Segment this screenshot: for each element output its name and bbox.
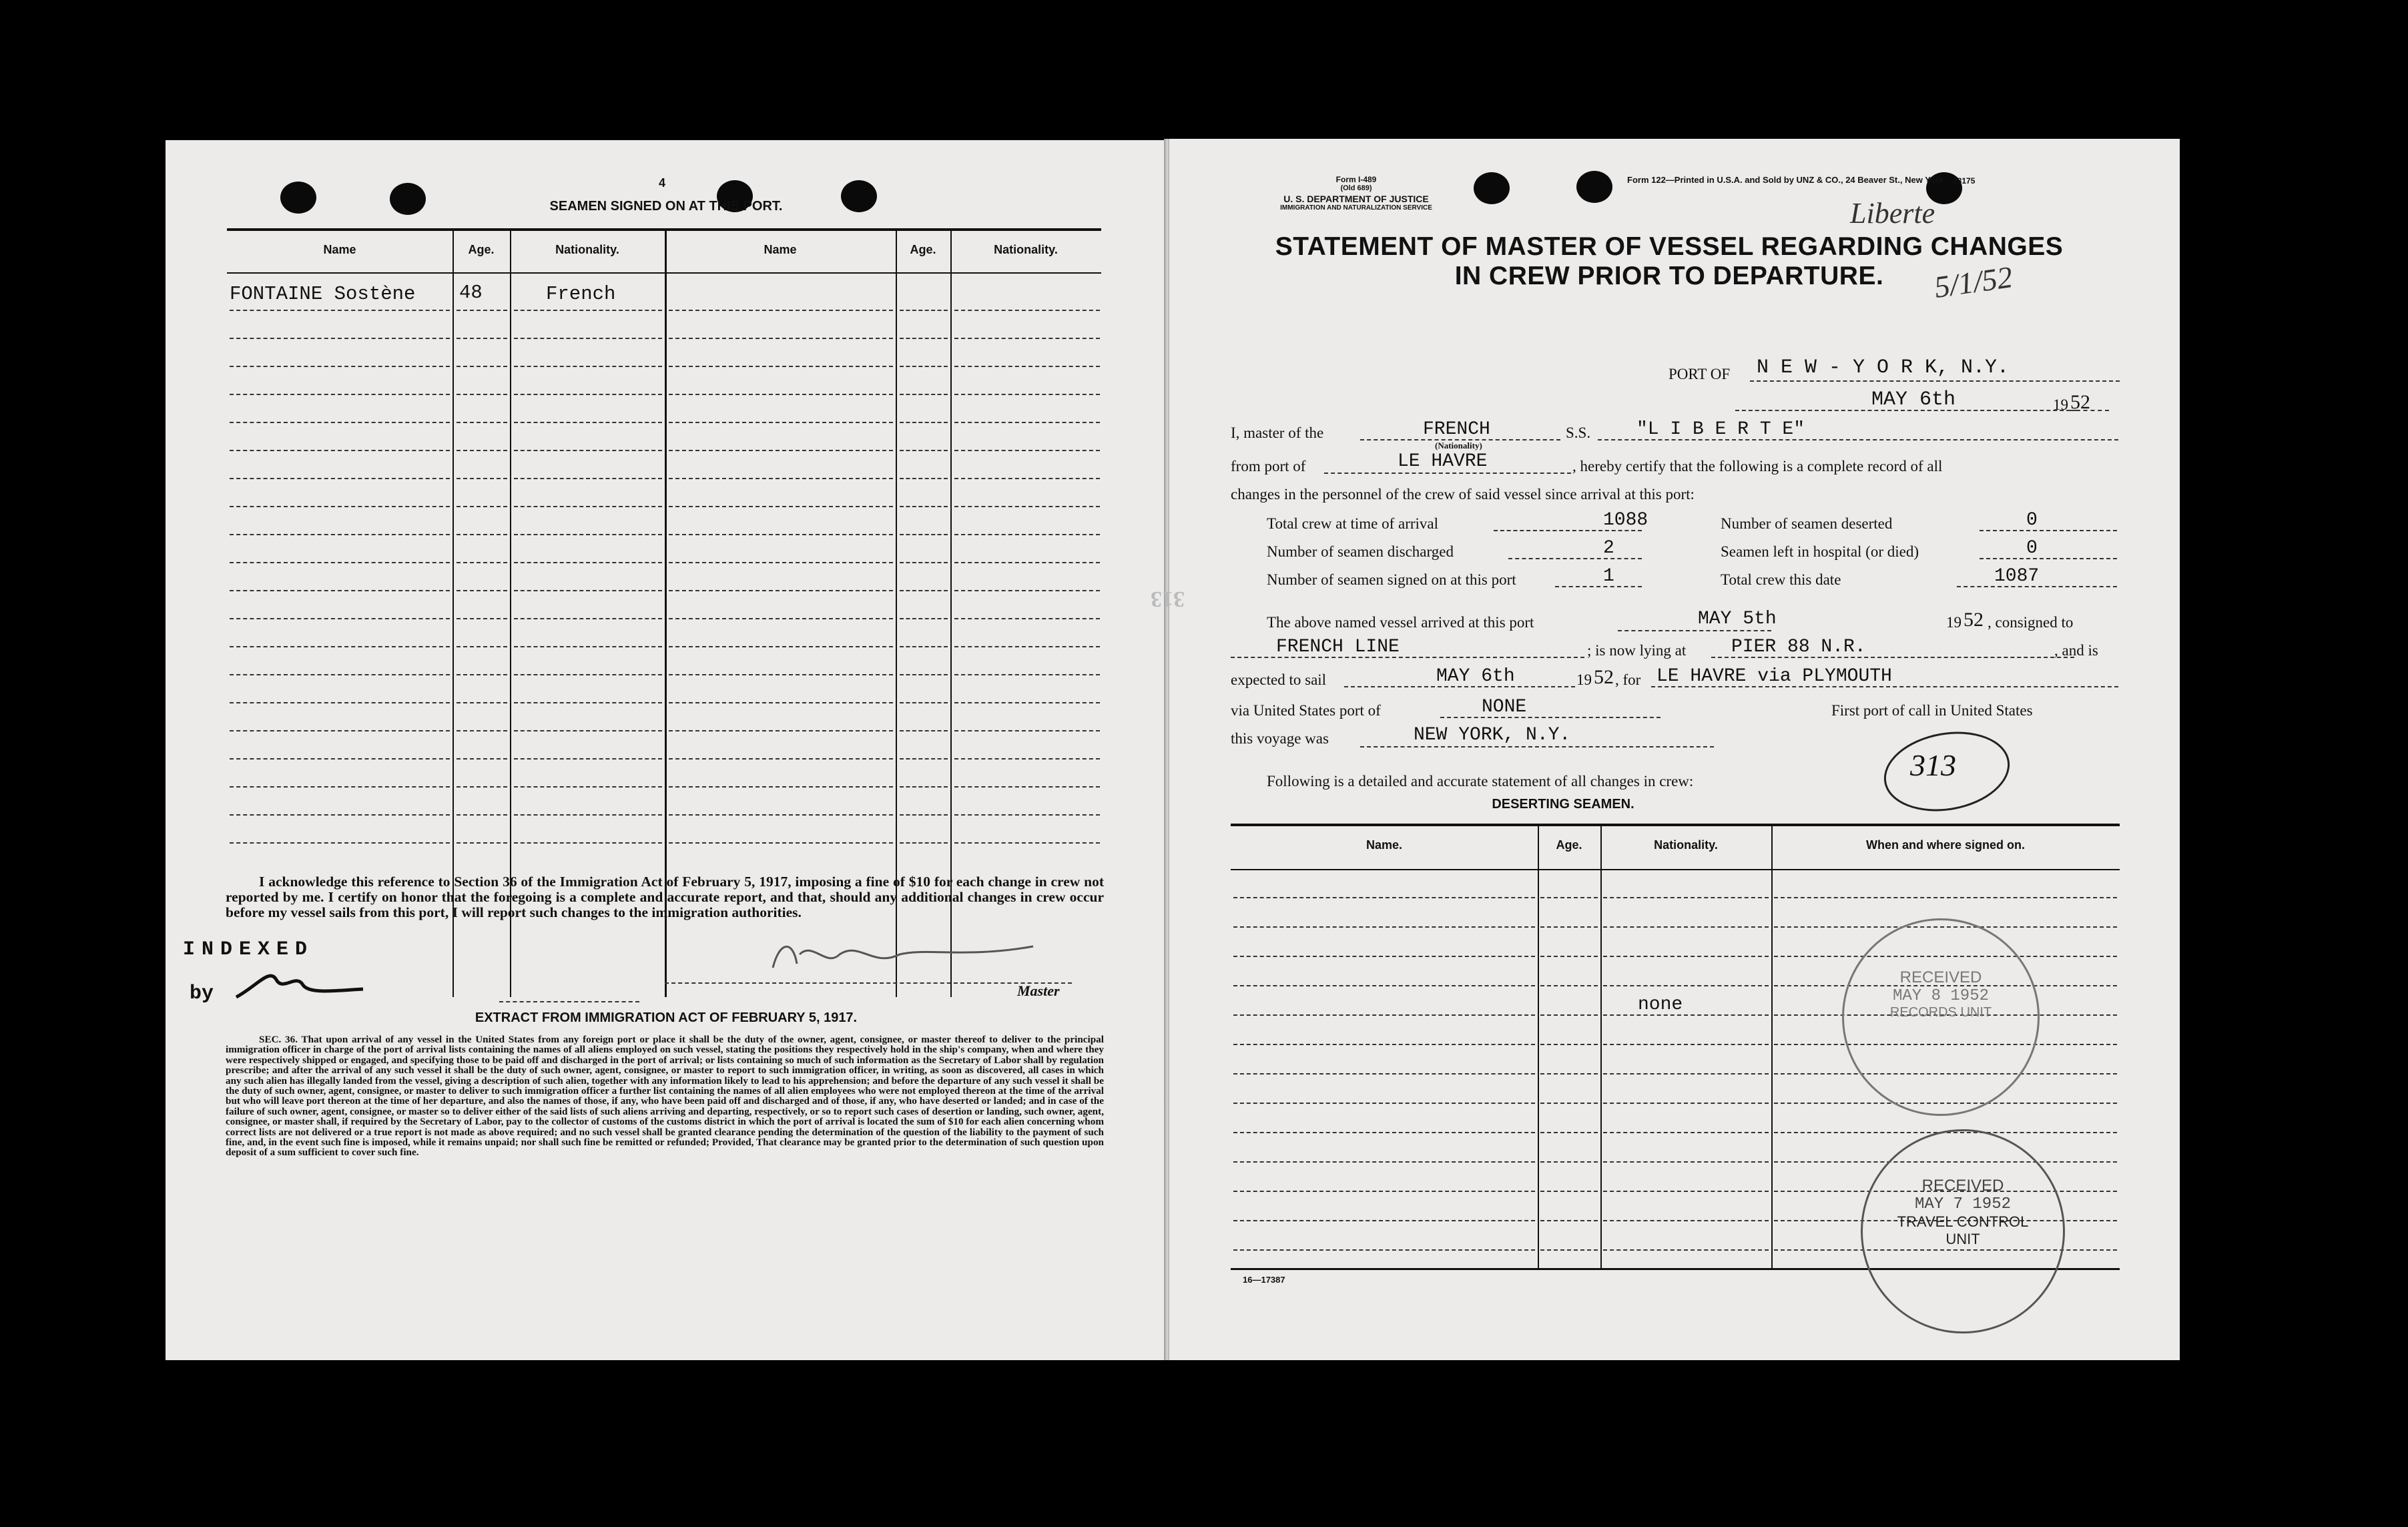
row-rule bbox=[1233, 1220, 1535, 1221]
row-rule bbox=[669, 310, 893, 311]
row-rule bbox=[1540, 1132, 1598, 1133]
row-rule bbox=[954, 394, 1100, 395]
row-rule bbox=[230, 394, 450, 395]
extract-text: SEC. 36. That upon arrival of any vessel in the United States from any foreign port or place it shall be the duty of the owner, agent, consignee, or master thereof to deliver to the principal immigration officer in charge of the port of arrival lists containing the names of all aliens employed on such vessel, stating the positions they respectively hold in the ship's company, when and where they were respectively shipped or engaged, and specifying those to be paid off and discharged in the port of arrival; or lists containing so much of such information as the Secretary of Labor shall by regulation prescribe; and after the arrival of any such vessel it shall be the duty of such owner, agent, consignee, or master to report to such immigration officer, in writing, as soon as discovered, all cases in which any such alien has illegally landed from the vessel, giving a description of such alien, together with any information likely to lead to his apprehension; and before the departure of any such vessel it shall be the duty of such owner, agent, consignee, or master to deliver to such immigration officer a further list containing the names of all alien employees who were not employed thereon at the time of the arrival but who will leave port thereon at the time of her departure, and also the names of those, if any, who have been paid off and discharged and of those, if any, who have deserted or landed; and in case of the failure of such owner, agent, consignee, or master so to deliver either of the said lists of such aliens arriving and departing, respectively, or so to report such cases of desertion or landing, such owner, agent, consignee, or master shall, if required by the Secretary of Labor, pay to the collector of customs of the customs district in which the port of arrival is located the sum of $10 for each alien concerning whom correct lists are not delivered or a true report is not made as above required; and no such vessel shall be granted clearance pending the determination of the question of the liability to the payment of such fine, and, in the event such fine is imposed, while it remains unpaid; nor shall such fine be remitted or refunded; Provided, That clearance may be granted prior to the determination of such question upon deposit of a sum sufficient to cover such fine. bbox=[226, 1034, 1104, 1159]
received-stamp-travel-control: RECEIVED MAY 7 1952 TRAVEL CONTROL UNIT bbox=[1861, 1129, 2065, 1333]
row-rule bbox=[900, 618, 948, 619]
none-entry: none bbox=[1638, 994, 1683, 1015]
row-rule bbox=[457, 478, 507, 479]
row-rule bbox=[1233, 1249, 1535, 1251]
row-rule bbox=[900, 842, 948, 844]
table-top-rule bbox=[1231, 824, 2120, 826]
row-rule bbox=[230, 534, 450, 535]
row-rule bbox=[669, 394, 893, 395]
punch-hole bbox=[1474, 172, 1510, 204]
row-rule bbox=[514, 590, 662, 591]
row-rule bbox=[1233, 1014, 1535, 1016]
punch-hole bbox=[1576, 171, 1612, 203]
row-rule bbox=[1233, 1073, 1535, 1075]
nationality-value: FRENCH bbox=[1423, 419, 1490, 440]
indexed-stamp: INDEXED bbox=[183, 938, 314, 961]
row-rule bbox=[514, 422, 662, 423]
row-rule bbox=[954, 562, 1100, 563]
row-rule bbox=[457, 366, 507, 367]
row-rule bbox=[1603, 985, 1769, 986]
row-rule bbox=[514, 394, 662, 395]
fill-line bbox=[1440, 717, 1661, 718]
printer-note: Form 122—Printed in U.S.A. and Sold by UNZ & CO., 24 Beaver St., New York bbox=[1627, 175, 1944, 185]
row-rule bbox=[1603, 1191, 1769, 1192]
row-rule bbox=[230, 842, 450, 844]
col-header-when-where: When and where signed on. bbox=[1865, 838, 2026, 852]
row-rule bbox=[1603, 1014, 1769, 1016]
port-label: PORT OF bbox=[1669, 366, 1731, 382]
row-rule bbox=[954, 758, 1100, 759]
row-rule bbox=[1540, 1220, 1598, 1221]
row-rule bbox=[954, 730, 1100, 731]
from-port-value: LE HAVRE bbox=[1398, 451, 1488, 472]
for-value: LE HAVRE via PLYMOUTH bbox=[1657, 666, 1892, 687]
row-rule bbox=[230, 646, 450, 647]
row-rule bbox=[230, 506, 450, 507]
row-rule bbox=[1603, 1103, 1769, 1104]
row-rule bbox=[457, 842, 507, 844]
row-rule bbox=[954, 366, 1100, 367]
row-rule bbox=[457, 450, 507, 451]
lying-value: PIER 88 N.R. bbox=[1731, 637, 1866, 657]
row-rule bbox=[514, 814, 662, 816]
year-prefix: 19 bbox=[1576, 671, 1592, 688]
fill-line bbox=[1508, 558, 1642, 559]
by-label: by bbox=[190, 982, 214, 1005]
section-title: SEAMEN SIGNED ON AT THIS PORT. bbox=[549, 199, 783, 214]
row-rule bbox=[230, 422, 450, 423]
via-label: via United States port of bbox=[1231, 702, 1381, 719]
fill-line bbox=[1618, 630, 1771, 631]
row-rule bbox=[669, 674, 893, 675]
row-rule bbox=[514, 786, 662, 788]
row-rule bbox=[1540, 1161, 1598, 1163]
punch-hole bbox=[390, 183, 426, 215]
row-rule bbox=[514, 618, 662, 619]
row-rule bbox=[669, 758, 893, 759]
seaman-nationality: French bbox=[546, 283, 616, 305]
row-rule bbox=[900, 562, 948, 563]
row-rule bbox=[900, 814, 948, 816]
row-rule bbox=[514, 646, 662, 647]
row-rule bbox=[669, 618, 893, 619]
row-rule bbox=[1603, 1132, 1769, 1133]
col-header-name: Name bbox=[764, 243, 797, 256]
col-header-name: Name bbox=[323, 243, 356, 256]
row-rule bbox=[514, 730, 662, 731]
stat-label: Total crew this date bbox=[1721, 571, 1841, 588]
form-title-line1: STATEMENT OF MASTER OF VESSEL REGARDING CHANGES bbox=[1275, 232, 2064, 261]
row-rule bbox=[900, 730, 948, 731]
row-rule bbox=[900, 506, 948, 507]
row-rule bbox=[230, 730, 450, 731]
row-rule bbox=[954, 786, 1100, 788]
row-rule bbox=[514, 338, 662, 339]
year-value: 52 bbox=[2070, 391, 2090, 413]
left-page bbox=[166, 140, 1165, 1360]
faint-mark: 313 bbox=[1151, 587, 1185, 611]
row-rule bbox=[1774, 897, 2117, 898]
row-rule bbox=[457, 338, 507, 339]
row-rule bbox=[900, 758, 948, 759]
row-rule bbox=[1603, 1249, 1769, 1251]
row-rule bbox=[1603, 1161, 1769, 1163]
row-rule bbox=[230, 618, 450, 619]
department: U. S. DEPARTMENT OF JUSTICE bbox=[1283, 194, 1429, 204]
consignee-value: FRENCH LINE bbox=[1276, 637, 1400, 657]
initials-signature bbox=[230, 960, 370, 1006]
certify-text: , hereby certify that the following is a complete record of all bbox=[1572, 458, 1943, 475]
handwritten-date: 5/1/52 bbox=[1932, 260, 2015, 304]
row-rule bbox=[457, 730, 507, 731]
nationality-caption: (Nationality) bbox=[1435, 440, 1482, 450]
form-number: Form I-489 bbox=[1335, 175, 1377, 184]
fill-line bbox=[1750, 380, 2120, 382]
row-rule bbox=[457, 758, 507, 759]
row-rule bbox=[230, 338, 450, 339]
row-rule bbox=[1540, 1014, 1598, 1016]
row-rule bbox=[669, 590, 893, 591]
row-rule bbox=[954, 646, 1100, 647]
row-rule bbox=[1540, 1103, 1598, 1104]
row-rule bbox=[669, 814, 893, 816]
page-number: 4 bbox=[658, 176, 665, 190]
row-rule bbox=[1603, 1044, 1769, 1045]
extract-title: EXTRACT FROM IMMIGRATION ACT OF FEBRUARY 5, 1917. bbox=[475, 1010, 858, 1025]
col-rule bbox=[1538, 825, 1539, 1268]
row-rule bbox=[954, 506, 1100, 507]
row-rule bbox=[1233, 1132, 1535, 1133]
col-header-nationality: Nationality. bbox=[555, 243, 619, 256]
via-value: NONE bbox=[1482, 697, 1527, 717]
master-signature bbox=[766, 934, 1046, 981]
row-rule bbox=[954, 842, 1100, 844]
row-rule bbox=[900, 338, 948, 339]
row-rule bbox=[1233, 1191, 1535, 1192]
row-rule bbox=[1540, 1073, 1598, 1075]
row-rule bbox=[457, 674, 507, 675]
date-value: MAY 6th bbox=[1871, 388, 1956, 411]
row-rule bbox=[954, 702, 1100, 703]
row-rule bbox=[230, 562, 450, 563]
sail-value: MAY 6th bbox=[1436, 666, 1515, 687]
master-of-label: I, master of the bbox=[1231, 424, 1324, 441]
row-rule bbox=[669, 338, 893, 339]
row-rule bbox=[669, 562, 893, 563]
col-rule bbox=[1771, 825, 1773, 1268]
col-header-age: Age. bbox=[1556, 838, 1582, 852]
row-rule bbox=[457, 646, 507, 647]
fill-line bbox=[2069, 410, 2109, 411]
stat-value: 1 bbox=[1603, 566, 1614, 587]
stat-value: 2 bbox=[1603, 538, 1614, 559]
row-rule bbox=[457, 590, 507, 591]
stat-label: Number of seamen deserted bbox=[1721, 515, 1893, 532]
stat-label: Number of seamen signed on at this port bbox=[1267, 571, 1516, 588]
changes-text: changes in the personnel of the crew of said vessel since arrival at this port: bbox=[1231, 486, 1695, 503]
service: IMMIGRATION AND NATURALIZATION SERVICE bbox=[1280, 204, 1432, 212]
row-rule bbox=[900, 590, 948, 591]
consigned-label: , consigned to bbox=[1988, 614, 2074, 631]
row-rule bbox=[900, 450, 948, 451]
handwritten-vessel-name: Liberte bbox=[1850, 197, 1935, 230]
voyage-value: NEW YORK, N.Y. bbox=[1414, 725, 1571, 745]
row-rule bbox=[1603, 956, 1769, 957]
seaman-age: 48 bbox=[459, 282, 483, 304]
following-text: Following is a detailed and accurate statement of all changes in crew: bbox=[1267, 773, 1694, 790]
row-rule bbox=[900, 478, 948, 479]
row-rule bbox=[230, 814, 450, 816]
row-rule bbox=[954, 338, 1100, 339]
row-rule bbox=[1233, 1103, 1535, 1104]
col-header-nationality: Nationality. bbox=[1654, 838, 1718, 852]
table-header-rule bbox=[1231, 869, 2120, 870]
row-rule bbox=[954, 674, 1100, 675]
row-rule bbox=[1233, 926, 1535, 928]
row-rule bbox=[1233, 1044, 1535, 1045]
col-header-name: Name. bbox=[1366, 838, 1403, 852]
row-rule bbox=[457, 506, 507, 507]
row-rule bbox=[457, 786, 507, 788]
row-rule bbox=[954, 450, 1100, 451]
row-rule bbox=[230, 786, 450, 788]
row-rule bbox=[954, 310, 1100, 311]
row-rule bbox=[514, 366, 662, 367]
row-rule bbox=[900, 310, 948, 311]
row-rule bbox=[514, 842, 662, 844]
form-title-line2: IN CREW PRIOR TO DEPARTURE. bbox=[1454, 262, 1884, 290]
stat-value: 1088 bbox=[1603, 510, 1648, 531]
row-rule bbox=[514, 562, 662, 563]
row-rule bbox=[669, 730, 893, 731]
row-rule bbox=[1603, 926, 1769, 928]
row-rule bbox=[514, 506, 662, 507]
col-header-age: Age. bbox=[468, 243, 495, 256]
acknowledgement-text: I acknowledge this reference to Section 36 of the Immigration Act of February 5, 1917, imposing a fine of $10 for each change in crew not reported by me. I certify on honor that the foregoing is a complete and accurate report, and that, should any additional changes in crew occur before my vessel sails from this port, I will report such changes to the immigration authorities. bbox=[226, 874, 1104, 920]
row-rule bbox=[457, 814, 507, 816]
deserting-title: DESERTING SEAMEN. bbox=[1492, 797, 1634, 812]
row-rule bbox=[954, 534, 1100, 535]
stat-label: Number of seamen discharged bbox=[1267, 543, 1454, 560]
row-rule bbox=[900, 534, 948, 535]
row-rule bbox=[1540, 1249, 1598, 1251]
form-old-number: (Old 689) bbox=[1340, 184, 1372, 192]
signature-line bbox=[665, 982, 1072, 984]
row-rule bbox=[954, 814, 1100, 816]
row-rule bbox=[954, 590, 1100, 591]
lying-label: ; is now lying at bbox=[1587, 642, 1687, 659]
stat-value: 0 bbox=[2026, 538, 2038, 559]
col-header-age: Age. bbox=[910, 243, 936, 256]
row-rule bbox=[1540, 1191, 1598, 1192]
stat-value: 1087 bbox=[1994, 566, 2040, 587]
fill-line bbox=[1360, 746, 1714, 747]
table-top-rule bbox=[227, 228, 1101, 231]
row-rule bbox=[954, 478, 1100, 479]
row-rule bbox=[514, 478, 662, 479]
row-rule bbox=[1540, 926, 1598, 928]
row-rule bbox=[457, 310, 507, 311]
fill-line bbox=[1980, 530, 2117, 531]
circled-number: 313 bbox=[1910, 748, 1956, 782]
fill-line bbox=[1980, 558, 2117, 559]
row-rule bbox=[900, 786, 948, 788]
row-rule bbox=[900, 646, 948, 647]
row-rule bbox=[1233, 897, 1535, 898]
row-rule bbox=[669, 422, 893, 423]
seaman-name: FONTAINE Sostène bbox=[230, 283, 416, 305]
row-rule bbox=[1540, 897, 1598, 898]
arrived-value: MAY 5th bbox=[1698, 609, 1777, 629]
row-rule bbox=[514, 534, 662, 535]
row-rule bbox=[1540, 1044, 1598, 1045]
row-rule bbox=[900, 674, 948, 675]
row-rule bbox=[1233, 956, 1535, 957]
row-rule bbox=[669, 478, 893, 479]
footer-code: 16—17387 bbox=[1243, 1275, 1285, 1285]
row-rule bbox=[900, 422, 948, 423]
row-rule bbox=[514, 310, 662, 311]
year-prefix: 19 bbox=[2053, 396, 2068, 413]
row-rule bbox=[514, 702, 662, 703]
row-rule bbox=[457, 618, 507, 619]
row-rule bbox=[669, 786, 893, 788]
row-rule bbox=[669, 646, 893, 647]
row-rule bbox=[669, 450, 893, 451]
master-label: Master bbox=[1017, 982, 1060, 999]
from-port-label: from port of bbox=[1231, 458, 1306, 475]
and-is-label: , and is bbox=[2054, 642, 2098, 659]
row-rule bbox=[230, 310, 450, 311]
row-rule bbox=[230, 674, 450, 675]
row-rule bbox=[230, 366, 450, 367]
row-rule bbox=[669, 702, 893, 703]
printer-number: 28175 bbox=[1953, 176, 1976, 186]
row-rule bbox=[457, 422, 507, 423]
arrived-label: The above named vessel arrived at this port bbox=[1267, 614, 1534, 631]
row-rule bbox=[900, 366, 948, 367]
punch-hole bbox=[841, 180, 877, 212]
row-rule bbox=[514, 450, 662, 451]
row-rule bbox=[1603, 1220, 1769, 1221]
row-rule bbox=[230, 702, 450, 703]
row-rule bbox=[1603, 1073, 1769, 1075]
row-rule bbox=[514, 758, 662, 759]
table-header-rule bbox=[227, 272, 1101, 274]
row-rule bbox=[900, 702, 948, 703]
fill-line bbox=[1324, 473, 1571, 474]
row-rule bbox=[1233, 985, 1535, 986]
col-rule bbox=[1600, 825, 1602, 1268]
row-rule bbox=[900, 394, 948, 395]
stat-label: Seamen left in hospital (or died) bbox=[1721, 543, 1919, 560]
row-rule bbox=[457, 702, 507, 703]
row-rule bbox=[230, 478, 450, 479]
arrived-year: 52 bbox=[1964, 609, 1984, 631]
row-rule bbox=[669, 506, 893, 507]
sail-label: expected to sail bbox=[1231, 671, 1327, 688]
vessel-name: "L I B E R T E" bbox=[1636, 419, 1805, 440]
row-rule bbox=[230, 450, 450, 451]
first-port-label: First port of call in United States bbox=[1831, 702, 2033, 719]
row-rule bbox=[230, 590, 450, 591]
row-rule bbox=[1540, 985, 1598, 986]
row-rule bbox=[457, 534, 507, 535]
received-stamp-records-unit: RECEIVED MAY 8 1952 RECORDS UNIT bbox=[1842, 918, 2040, 1116]
row-rule bbox=[954, 618, 1100, 619]
right-page bbox=[1169, 139, 2180, 1360]
voyage-label: this voyage was bbox=[1231, 730, 1329, 747]
signature-line bbox=[499, 1001, 639, 1002]
sail-year: 52 bbox=[1594, 666, 1614, 688]
row-rule bbox=[954, 422, 1100, 423]
row-rule bbox=[514, 674, 662, 675]
row-rule bbox=[669, 366, 893, 367]
row-rule bbox=[1540, 956, 1598, 957]
port-value: N E W - Y O R K, N.Y. bbox=[1757, 356, 2010, 379]
row-rule bbox=[669, 842, 893, 844]
ss-label: S.S. bbox=[1566, 424, 1591, 441]
row-rule bbox=[1603, 897, 1769, 898]
stat-value: 0 bbox=[2026, 510, 2038, 531]
fill-line bbox=[1555, 586, 1642, 587]
stat-label: Total crew at time of arrival bbox=[1267, 515, 1439, 532]
row-rule bbox=[669, 534, 893, 535]
for-label: , for bbox=[1615, 671, 1641, 688]
col-header-nationality: Nationality. bbox=[994, 243, 1058, 256]
row-rule bbox=[457, 562, 507, 563]
row-rule bbox=[230, 758, 450, 759]
year-prefix: 19 bbox=[1946, 614, 1962, 631]
row-rule bbox=[457, 394, 507, 395]
punch-hole bbox=[280, 182, 316, 214]
row-rule bbox=[1233, 1161, 1535, 1163]
